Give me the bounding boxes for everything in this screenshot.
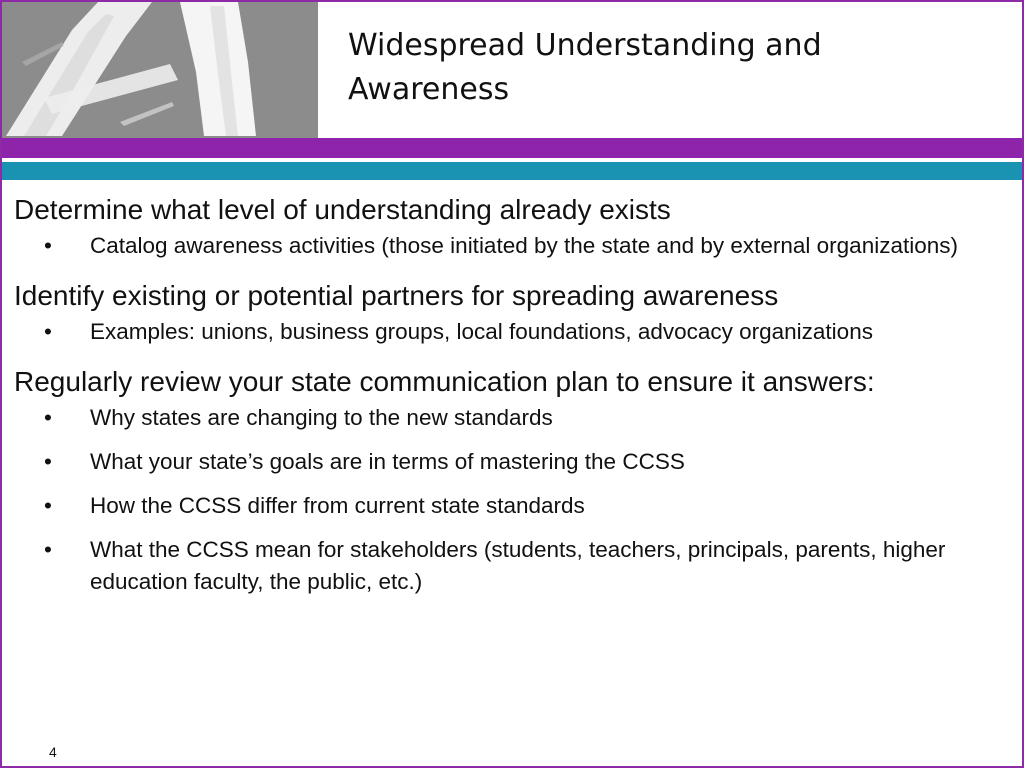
sub-bullet-text: Catalog awareness activities (those initiated by the state and by external organizations) — [90, 233, 958, 258]
sub-bullet-text: Examples: unions, business groups, local foundations, advocacy organizations — [90, 319, 873, 344]
page-number: 4 — [49, 744, 57, 760]
bullet-dot-icon: • — [44, 449, 52, 474]
header-purple-band — [2, 138, 1024, 158]
logo — [2, 2, 318, 138]
slide-body — [14, 190, 1014, 598]
sub-bullet-text: What the CCSS mean for stakeholders (students, teachers, principals, parents, higher education faculty, the public, etc.) — [90, 537, 946, 594]
slide-title: Widespread Understanding and Awareness — [348, 28, 822, 107]
sub-bullet-text: Why states are changing to the new standards — [90, 405, 553, 430]
sub-bullet — [14, 490, 1014, 522]
sub-bullet-list — [14, 316, 1014, 348]
sub-bullet-text: What your state’s goals are in terms of mastering the CCSS — [90, 449, 685, 474]
bullet-dot-icon: • — [44, 233, 52, 258]
sub-bullet — [14, 534, 1014, 598]
main-point: Regularly review your state communication plan to ensure it answers: — [14, 366, 875, 397]
bullet-dot-icon: • — [44, 319, 52, 344]
bullet-dot-icon: • — [44, 493, 52, 518]
sub-bullet — [14, 446, 1014, 478]
bullet-dot-icon: • — [44, 405, 52, 430]
sub-bullet — [14, 316, 1014, 348]
main-point: Determine what level of understanding already exists — [14, 194, 671, 225]
sub-bullet-list — [14, 402, 1014, 598]
main-point: Identify existing or potential partners for spreading awareness — [14, 280, 779, 311]
sub-bullet — [14, 402, 1014, 434]
header-teal-band — [2, 162, 1024, 180]
sub-bullet — [14, 230, 1014, 262]
bullet-dot-icon: • — [44, 537, 52, 562]
sub-bullet-list — [14, 230, 1014, 262]
sub-bullet-text: How the CCSS differ from current state standards — [90, 493, 585, 518]
brush-letter-a-logo-icon — [2, 2, 318, 138]
